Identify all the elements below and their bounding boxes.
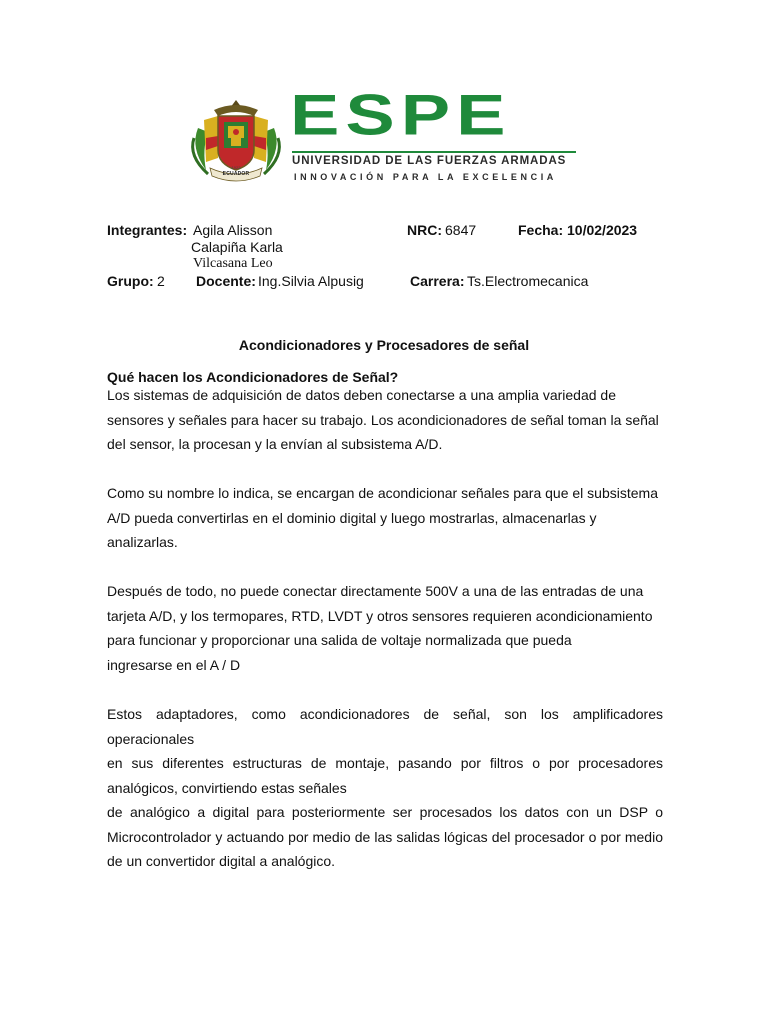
paragraph-line: Estos adaptadores, como acondicionadores de señal, son los amplificadores operacionales bbox=[107, 706, 663, 747]
section-question: Qué hacen los Acondicionadores de Señal? bbox=[107, 369, 399, 385]
document-title: Acondicionadores y Procesadores de señal bbox=[238, 337, 530, 353]
paragraph-line: tarjeta A/D, y los termopares, RTD, LVDT y otros sensores requieren acondicionamiento bbox=[107, 607, 653, 624]
paragraph-4 bbox=[107, 702, 663, 874]
paragraph-line: del sensor, la procesan y la envían al subsistema A/D. bbox=[107, 436, 443, 452]
paragraph-1 bbox=[107, 383, 663, 457]
paragraph-line: Después de todo, no puede conectar directamente 500V a una de las entradas de una bbox=[107, 583, 644, 599]
paragraph-line: sensores y señales para hacer su trabajo. Los acondicionadores de señal toman la señal bbox=[107, 411, 659, 428]
paragraph-line: para funcionar y proporcionar una salida de voltaje normalizada que pueda bbox=[107, 632, 572, 648]
crest-year: 1922 bbox=[231, 165, 241, 170]
member-3: Vilcasana Leo bbox=[193, 256, 273, 271]
nrc-label: NRC: bbox=[407, 222, 442, 238]
paragraph-line: de analógico a digital para posteriormente ser procesados los datos con un DSP o bbox=[107, 804, 663, 820]
grupo-label: Grupo: bbox=[107, 273, 154, 289]
paragraph-line: analizarlas. bbox=[107, 534, 178, 550]
logo-wordmark: ESPE bbox=[290, 82, 512, 147]
fecha-label: Fecha: 10/02/2023 bbox=[518, 222, 638, 238]
paragraph-line: A/D pueda convertirlas en el dominio digital y luego mostrarlas, almacenarlas y bbox=[107, 509, 597, 526]
member-1: Agila Alisson bbox=[193, 222, 273, 238]
paragraph-line: analógicos, convirtiendo estas señales bbox=[107, 779, 347, 796]
paragraph-line: ingresarse en el A / D bbox=[107, 656, 241, 673]
member-2: Calapiña Karla bbox=[191, 239, 283, 255]
carrera-label: Carrera: bbox=[410, 273, 465, 289]
nrc-value: 6847 bbox=[445, 222, 477, 238]
logo-divider bbox=[292, 151, 576, 153]
espe-logo bbox=[182, 82, 582, 188]
logo-tagline: INNOVACIÓN PARA LA EXCELENCIA bbox=[294, 172, 557, 182]
paragraph-line: de un convertidor digital a analógico. bbox=[107, 853, 336, 869]
paragraph-line: Microcontrolador y actuando por medio de las salidas lógicas del procesador o por medio bbox=[107, 828, 663, 845]
paragraph-line: en sus diferentes estructuras de montaje, pasando por filtros o por procesadores bbox=[107, 755, 663, 771]
logo-subtitle: UNIVERSIDAD DE LAS FUERZAS ARMADAS bbox=[292, 155, 567, 167]
grupo-value: 2 bbox=[157, 273, 165, 289]
integrantes-label: Integrantes: bbox=[107, 222, 188, 238]
paragraph-line: Como su nombre lo indica, se encargan de acondicionar señales para que el subsistema bbox=[107, 485, 658, 501]
paragraph-2 bbox=[107, 481, 663, 555]
carrera-value: Ts.Electromecanica bbox=[467, 273, 589, 289]
paragraph-line: Los sistemas de adquisición de datos deben conectarse a una amplia variedad de bbox=[107, 387, 616, 403]
docente-value: Ing.Silvia Alpusig bbox=[258, 273, 364, 289]
docente-label: Docente: bbox=[196, 273, 256, 289]
crest-label: ECUADOR bbox=[222, 171, 250, 177]
paragraph-3 bbox=[107, 579, 663, 677]
